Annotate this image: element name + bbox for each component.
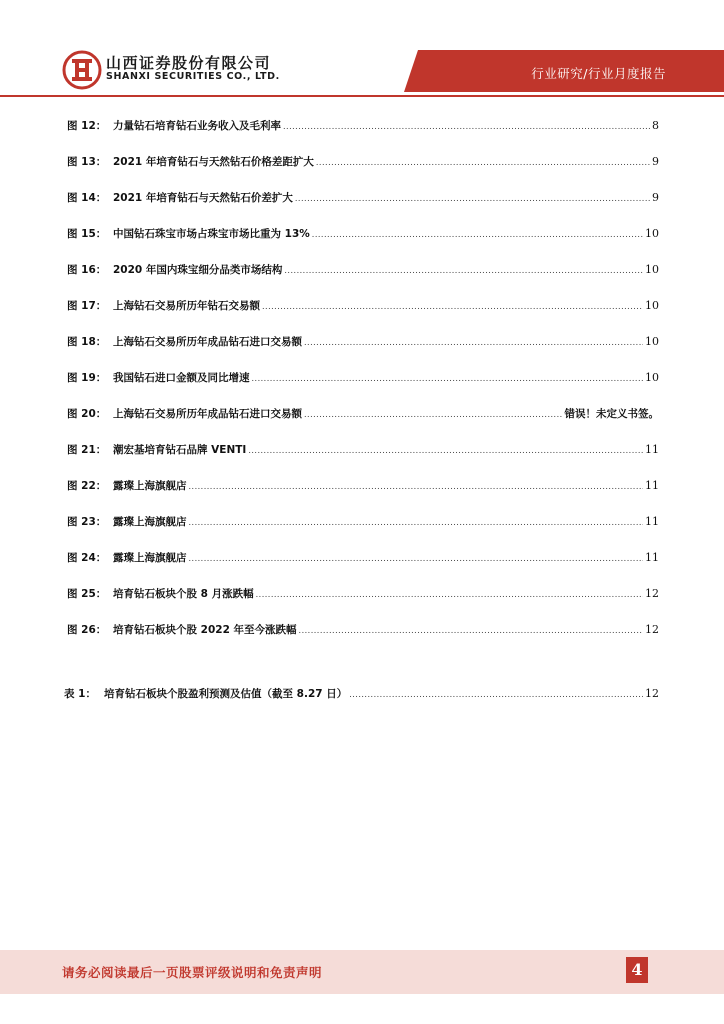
toc-row[interactable] <box>67 262 659 282</box>
toc-page: 10 <box>645 227 659 240</box>
toc-title: 露璨上海旗舰店 <box>113 480 187 492</box>
toc-page: 12 <box>645 687 659 700</box>
toc-title: 上海钻石交易所历年钻石交易额 <box>113 300 260 312</box>
toc-row[interactable] <box>67 298 659 318</box>
toc-page: 12 <box>645 623 659 636</box>
toc-page: 11 <box>645 515 659 528</box>
toc-number: 图 13： <box>67 156 107 168</box>
toc-number: 图 26： <box>67 624 107 636</box>
toc-leader <box>284 266 643 275</box>
toc-page: 11 <box>645 443 659 456</box>
toc-row[interactable] <box>67 370 659 390</box>
toc-page: 10 <box>645 299 659 312</box>
toc-title: 上海钻石交易所历年成品钻石进口交易额 <box>113 408 302 420</box>
toc-title: 力量钻石培育钻石业务收入及毛利率 <box>113 120 281 132</box>
toc-page: 11 <box>645 551 659 564</box>
footer-disclaimer: 请务必阅读最后一页股票评级说明和免责声明 <box>62 965 323 980</box>
toc-title: 上海钻石交易所历年成品钻石进口交易额 <box>113 336 302 348</box>
toc-number: 图 22： <box>67 480 107 492</box>
report-type: 行业研究/行业月度报告 <box>531 66 666 81</box>
company-name-en: SHANXI SECURITIES CO., LTD. <box>106 71 280 82</box>
toc-leader <box>316 158 650 167</box>
toc-title: 2021 年培育钻石与天然钻石价差扩大 <box>113 192 293 204</box>
toc-page: 11 <box>645 479 659 492</box>
toc-leader <box>304 410 563 419</box>
toc-number: 图 17： <box>67 300 107 312</box>
toc-page-error: 错误！未定义书签。 <box>564 408 659 420</box>
toc-number: 图 19： <box>67 372 107 384</box>
toc-title: 培育钻石板块个股 8 月涨跌幅 <box>113 588 254 600</box>
toc-leader <box>256 590 643 599</box>
toc-title: 潮宏基培育钻石品牌 VENTI <box>113 444 247 456</box>
toc-number: 图 14： <box>67 192 107 204</box>
toc-leader <box>349 690 643 699</box>
toc-leader <box>189 554 644 563</box>
toc-row[interactable] <box>67 442 659 462</box>
toc-row[interactable] <box>67 190 659 210</box>
toc-page: 10 <box>645 263 659 276</box>
toc-title: 2020 年国内珠宝细分品类市场结构 <box>113 264 283 276</box>
toc-leader <box>262 302 643 311</box>
toc-number: 图 24： <box>67 552 107 564</box>
toc-leader <box>295 194 650 203</box>
toc-page: 9 <box>652 155 659 168</box>
toc-row[interactable] <box>67 550 659 570</box>
toc-number: 表 1： <box>64 688 96 700</box>
toc-leader <box>283 122 650 131</box>
toc-title: 2021 年培育钻石与天然钻石价格差距扩大 <box>113 156 314 168</box>
toc-row[interactable] <box>67 118 659 138</box>
toc-leader <box>299 626 643 635</box>
toc-row[interactable] <box>67 514 659 534</box>
toc-number: 图 23： <box>67 516 107 528</box>
toc-page: 10 <box>645 335 659 348</box>
toc-number: 图 20： <box>67 408 107 420</box>
toc-number: 图 12： <box>67 120 107 132</box>
toc-title: 我国钻石进口金额及同比增速 <box>113 372 250 384</box>
toc-leader <box>252 374 644 383</box>
toc-leader <box>189 482 644 491</box>
toc-row[interactable] <box>67 586 659 606</box>
toc-page: 12 <box>645 587 659 600</box>
toc-leader <box>248 446 643 455</box>
toc-row[interactable] <box>67 334 659 354</box>
toc-title: 中国钻石珠宝市场占珠宝市场比重为 13% <box>113 228 310 240</box>
toc-leader <box>189 518 644 527</box>
toc-title: 培育钻石板块个股盈利预测及估值（截至 8.27 日） <box>104 688 348 700</box>
header-divider <box>0 95 724 97</box>
toc-row[interactable] <box>67 226 659 246</box>
toc-page: 10 <box>645 371 659 384</box>
page-number: 4 <box>626 957 648 983</box>
toc-page: 8 <box>652 119 659 132</box>
toc-row[interactable] <box>67 406 659 426</box>
toc-page: 9 <box>652 191 659 204</box>
shanxi-securities-logo-icon <box>62 50 102 90</box>
toc-number: 图 21： <box>67 444 107 456</box>
company-name-cn: 山西证券股份有限公司 <box>106 54 272 72</box>
toc-leader <box>304 338 643 347</box>
toc-title: 露璨上海旗舰店 <box>113 552 187 564</box>
toc-number: 图 15： <box>67 228 107 240</box>
toc-row[interactable] <box>67 622 659 642</box>
toc-title: 培育钻石板块个股 2022 年至今涨跌幅 <box>113 624 297 636</box>
toc-number: 图 16： <box>67 264 107 276</box>
toc-number: 图 18： <box>67 336 107 348</box>
toc-row[interactable] <box>67 478 659 498</box>
toc-number: 图 25： <box>67 588 107 600</box>
toc-leader <box>312 230 643 239</box>
toc-title: 露璨上海旗舰店 <box>113 516 187 528</box>
page-header <box>0 0 724 100</box>
toc-table-row[interactable] <box>64 686 659 706</box>
toc-row[interactable] <box>67 154 659 174</box>
